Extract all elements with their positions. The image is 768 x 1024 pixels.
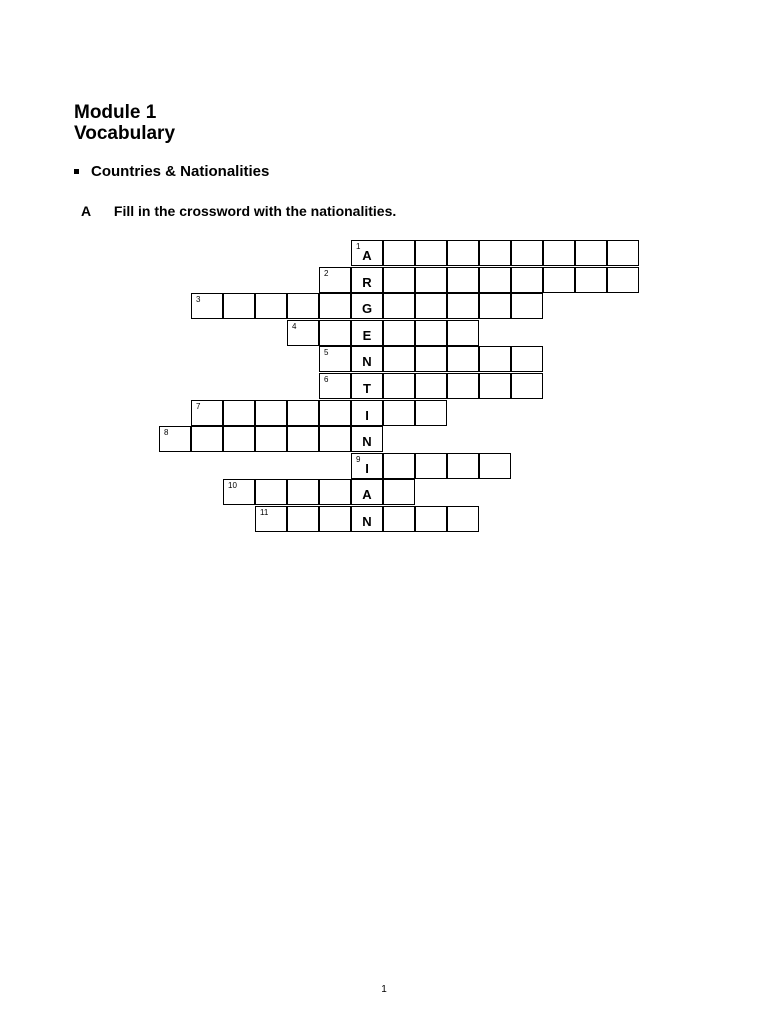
crossword-cell[interactable] bbox=[287, 506, 319, 532]
crossword-cell[interactable] bbox=[543, 267, 575, 293]
clue-number: 10 bbox=[228, 481, 237, 491]
clue-number: 6 bbox=[324, 375, 329, 384]
crossword-cell[interactable] bbox=[319, 320, 351, 346]
page-title bbox=[74, 102, 175, 144]
exercise-text: Fill in the crossword with the nationalities. bbox=[113, 203, 397, 219]
crossword-cell[interactable] bbox=[447, 373, 479, 399]
crossword-cell[interactable] bbox=[287, 320, 319, 346]
crossword-cell[interactable] bbox=[415, 240, 447, 266]
bullet-icon bbox=[74, 169, 79, 174]
crossword-cell[interactable] bbox=[255, 506, 287, 532]
crossword-cell[interactable] bbox=[415, 293, 447, 319]
hidden-word-letter: A bbox=[362, 487, 372, 503]
crossword-cell[interactable] bbox=[351, 506, 383, 532]
crossword-cell[interactable] bbox=[447, 320, 479, 346]
exercise-letter: A bbox=[81, 203, 92, 219]
vocabulary-title: Vocabulary bbox=[74, 123, 176, 144]
crossword-cell[interactable] bbox=[223, 426, 255, 452]
crossword-cell[interactable] bbox=[351, 293, 383, 319]
crossword-cell[interactable] bbox=[223, 479, 255, 505]
crossword-cell[interactable] bbox=[255, 293, 287, 319]
crossword-cell[interactable] bbox=[383, 373, 415, 399]
crossword-cell[interactable] bbox=[511, 373, 543, 399]
crossword-cell[interactable] bbox=[287, 479, 319, 505]
crossword-cell[interactable] bbox=[319, 293, 351, 319]
crossword-cell[interactable] bbox=[543, 240, 575, 266]
crossword-cell[interactable] bbox=[607, 240, 639, 266]
crossword-cell[interactable] bbox=[351, 426, 383, 452]
crossword-cell[interactable] bbox=[383, 267, 415, 293]
crossword-cell[interactable] bbox=[383, 479, 415, 505]
crossword-cell[interactable] bbox=[351, 240, 383, 266]
crossword-cell[interactable] bbox=[575, 240, 607, 266]
crossword-cell[interactable] bbox=[479, 373, 511, 399]
crossword-cell[interactable] bbox=[479, 240, 511, 266]
crossword-cell[interactable] bbox=[383, 453, 415, 479]
hidden-word-letter: N bbox=[362, 514, 372, 529]
clue-number: 3 bbox=[196, 295, 201, 305]
clue-number: 8 bbox=[164, 428, 169, 438]
section-title: Countries & Nationalities bbox=[91, 163, 270, 180]
crossword-cell[interactable] bbox=[383, 293, 415, 319]
crossword-cell[interactable] bbox=[511, 346, 543, 372]
crossword-cell[interactable] bbox=[383, 400, 415, 426]
clue-number: 11 bbox=[260, 508, 269, 517]
crossword-cell[interactable] bbox=[351, 267, 383, 293]
hidden-word-letter: T bbox=[363, 381, 371, 396]
clue-number: 4 bbox=[292, 321, 297, 331]
crossword-cell[interactable] bbox=[223, 293, 255, 319]
crossword-cell[interactable] bbox=[383, 346, 415, 372]
crossword-cell[interactable] bbox=[415, 267, 447, 293]
crossword-cell[interactable] bbox=[511, 240, 543, 266]
crossword-cell[interactable] bbox=[287, 400, 319, 426]
section-heading bbox=[74, 163, 269, 180]
crossword-cell[interactable] bbox=[511, 267, 543, 293]
crossword-cell[interactable] bbox=[447, 293, 479, 319]
crossword-cell[interactable] bbox=[191, 293, 223, 319]
hidden-word-letter: N bbox=[362, 354, 372, 370]
crossword-cell[interactable] bbox=[351, 346, 383, 372]
crossword-cell[interactable] bbox=[319, 373, 351, 399]
crossword-cell[interactable] bbox=[255, 426, 287, 452]
crossword-cell[interactable] bbox=[447, 240, 479, 266]
hidden-word-letter: R bbox=[362, 274, 372, 290]
crossword-cell[interactable] bbox=[383, 506, 415, 532]
crossword-cell[interactable] bbox=[319, 267, 351, 293]
crossword-cell[interactable] bbox=[287, 293, 319, 319]
crossword-cell[interactable] bbox=[255, 479, 287, 505]
crossword-cell[interactable] bbox=[319, 346, 351, 372]
crossword-cell[interactable] bbox=[447, 346, 479, 372]
crossword-cell[interactable] bbox=[319, 400, 351, 426]
clue-number: 5 bbox=[324, 348, 329, 358]
crossword-cell[interactable] bbox=[479, 453, 511, 479]
hidden-word-letter: I bbox=[365, 407, 369, 423]
crossword-cell[interactable] bbox=[447, 453, 479, 479]
clue-number: 7 bbox=[196, 401, 201, 411]
crossword-cell[interactable] bbox=[351, 479, 383, 505]
crossword-cell[interactable] bbox=[447, 506, 479, 532]
crossword-cell[interactable] bbox=[415, 320, 447, 346]
crossword-cell[interactable] bbox=[415, 453, 447, 479]
crossword-cell[interactable] bbox=[255, 400, 287, 426]
crossword-cell[interactable] bbox=[415, 400, 447, 426]
crossword-cell[interactable] bbox=[287, 426, 319, 452]
hidden-word-letter: G bbox=[361, 301, 373, 317]
hidden-word-letter: N bbox=[362, 434, 372, 450]
crossword-cell[interactable] bbox=[607, 267, 639, 293]
crossword-cell[interactable] bbox=[415, 373, 447, 399]
crossword-cell[interactable] bbox=[447, 267, 479, 293]
exercise-instruction bbox=[81, 203, 396, 219]
crossword-cell[interactable] bbox=[479, 267, 511, 293]
crossword-cell[interactable] bbox=[351, 373, 383, 399]
clue-number: 9 bbox=[356, 454, 361, 464]
hidden-word-letter: E bbox=[362, 327, 372, 343]
crossword-cell[interactable] bbox=[575, 267, 607, 293]
clue-number: 1 bbox=[356, 242, 361, 251]
crossword-cell[interactable] bbox=[415, 346, 447, 372]
page-number: 1 bbox=[381, 984, 387, 995]
clue-number: 2 bbox=[324, 268, 329, 278]
crossword-cell[interactable] bbox=[479, 346, 511, 372]
crossword-cell[interactable] bbox=[511, 293, 543, 319]
crossword-cell[interactable] bbox=[383, 240, 415, 266]
crossword-cell[interactable] bbox=[159, 426, 191, 452]
crossword-cell[interactable] bbox=[319, 506, 351, 532]
crossword-cell[interactable] bbox=[415, 506, 447, 532]
crossword-cell[interactable] bbox=[479, 293, 511, 319]
crossword-cell[interactable] bbox=[351, 320, 383, 346]
crossword-cell[interactable] bbox=[191, 426, 223, 452]
crossword-cell[interactable] bbox=[351, 453, 383, 479]
module-title: Module 1 bbox=[74, 102, 157, 123]
crossword-cell[interactable] bbox=[319, 426, 351, 452]
crossword-cell[interactable] bbox=[383, 320, 415, 346]
hidden-word-letter: I bbox=[365, 460, 369, 476]
hidden-word-letter: A bbox=[362, 248, 372, 263]
crossword-cell[interactable] bbox=[191, 400, 223, 426]
crossword-cell[interactable] bbox=[319, 479, 351, 505]
crossword-cell[interactable] bbox=[223, 400, 255, 426]
crossword-cell[interactable] bbox=[351, 400, 383, 426]
